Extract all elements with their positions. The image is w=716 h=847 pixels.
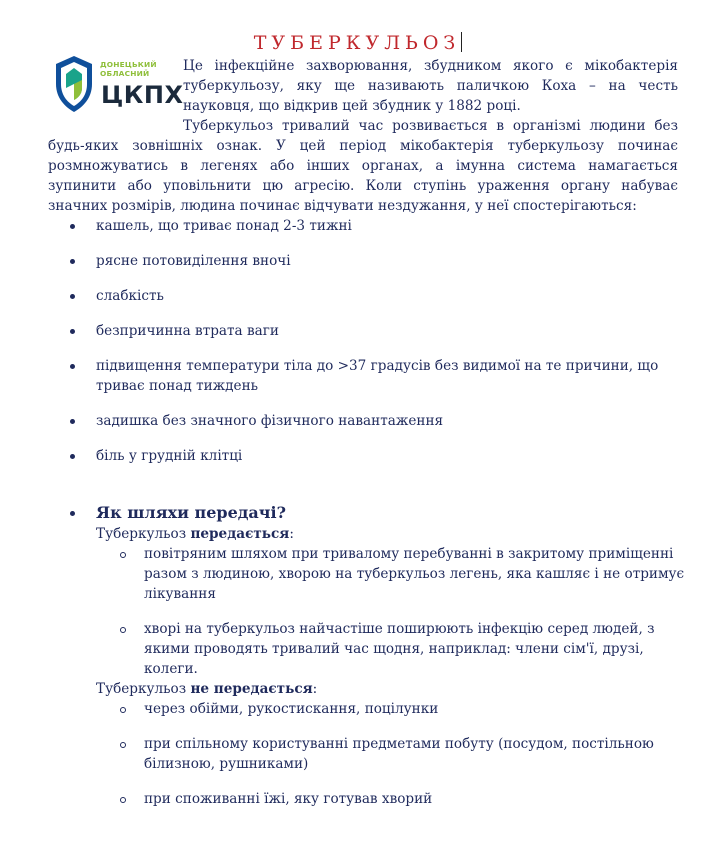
list-item: повітряним шляхом при тривалому перебуванні в закритому приміщенні разом з людиною, хворою на туберкульоз легень, яка кашляє і не отримує лікування <box>48 544 688 604</box>
list-item: хворі на туберкульоз найчастіше поширюють інфекцію серед людей, з якими проводять тривалий час щодня, наприклад: члени сім'ї, друзі, колеги. <box>48 619 688 679</box>
logo-caption: ДОНЕЦЬКИЙ ОБЛАСНИЙ <box>100 60 157 78</box>
list-item: при спільному користуванні предметами побуту (посудом, постільною білизною, рушниками) <box>48 734 688 774</box>
transmission-section <box>48 502 688 809</box>
transmitted-list <box>48 544 688 679</box>
list-item: рясне потовиділення вночі <box>48 251 688 271</box>
section-heading: Як шляхи передачі? <box>48 502 688 524</box>
list-item: безпричинна втрата ваги <box>48 321 688 341</box>
list-item: при споживанні їжі, яку готував хворий <box>48 789 688 809</box>
intro-text <box>48 56 678 216</box>
list-item: через обійми, рукостискання, поцілунки <box>48 699 688 719</box>
transmitted-label: Туберкульоз передається: <box>96 526 294 542</box>
list-item: задишка без значного фізичного навантаження <box>48 411 688 431</box>
not-transmitted-label: Туберкульоз не передається: <box>96 681 318 697</box>
list-item: слабкість <box>48 286 688 306</box>
not-transmitted-list <box>48 699 688 809</box>
intro-paragraph-1: Це інфекційне захворювання, збудником якого є мікобактерія туберкульозу, яку ще називають паличкою Коха – на честь науковця, що відкрив цей збудник у 1882 році. <box>183 58 678 114</box>
symptoms-list <box>48 216 688 481</box>
intro-paragraph-2: Туберкульоз тривалий час розвивається в організмі людини без будь-яких зовнішніх ознак. У цей період мікобактерія туберкульозу починає розмножуватись в легенях або інших органах, а імунна система намагається зупинити або уповільнити цю агресію. Коли ступінь ураження органу набуває значних розмірів, людина починає відчувати нездужання, у неї спостерігаються: <box>48 118 678 214</box>
logo-abbreviation: ЦКПХ <box>101 81 184 109</box>
list-item: підвищення температури тіла до >37 градусів без видимої на те причини, що триває понад тиждень <box>48 356 688 396</box>
text-cursor <box>461 32 462 52</box>
page-title <box>0 32 716 54</box>
list-item: кашель, що триває понад 2-3 тижні <box>48 216 688 236</box>
list-item: біль у грудній клітці <box>48 446 688 466</box>
title-text: ТУБЕРКУЛЬОЗ <box>253 32 461 54</box>
